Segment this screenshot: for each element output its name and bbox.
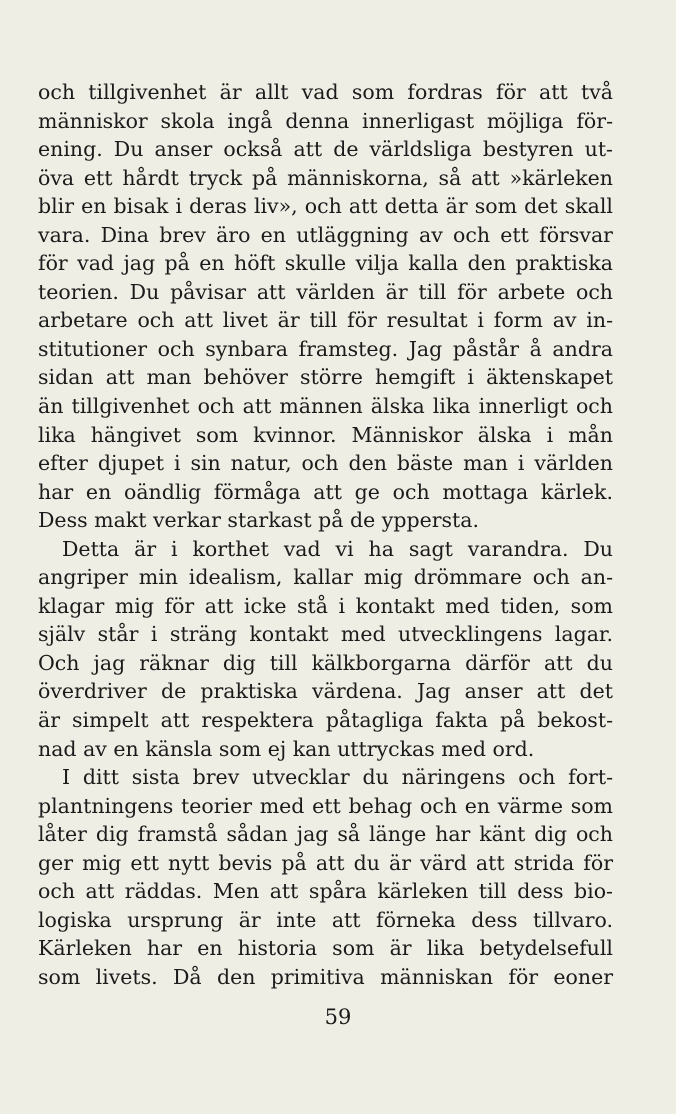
text-line: vara. Dina brev äro en utläggning av och ett försvar — [38, 222, 613, 247]
text-line: lika hängivet som kvinnor. Människor älska i mån — [38, 422, 613, 447]
text-line: plantningens teorier med ett behag och en värme som — [38, 793, 613, 818]
text-line: låter dig framstå sådan jag så länge har känt dig och — [38, 822, 613, 847]
text-line: människor skola ingå denna innerligast möjliga för- — [38, 108, 613, 133]
text-line: och att räddas. Men att spåra kärleken till dess bio- — [38, 879, 613, 904]
paragraph-start-line: I ditt sista brev utvecklar du näringens och fort- — [62, 765, 613, 790]
text-line: öva ett hårdt tryck på människorna, så att »kärleken — [38, 165, 613, 190]
text-line: ening. Du anser också att de världsliga bestyren ut- — [38, 137, 613, 162]
text-line: och tillgivenhet är allt vad som fordras för att två — [38, 80, 613, 104]
text-line: stitutioner och synbara framsteg. Jag påstår å andra — [38, 336, 613, 361]
text-line: är simpelt att respektera påtagliga fakta på bekost- — [38, 708, 613, 733]
text-line: arbetare och att livet är till för resultat i form av in- — [38, 308, 613, 333]
text-line: som livets. Då den primitiva människan för eoner — [38, 964, 613, 989]
text-line: logiska ursprung är inte att förneka dess tillvaro. — [38, 907, 613, 932]
text-line: sidan att man behöver större hemgift i äktenskapet — [38, 365, 613, 390]
text-line: angriper min idealism, kallar mig drömmare och an- — [38, 565, 613, 590]
body-text — [38, 78, 613, 992]
text-line: nad av en känsla som ej kan uttryckas med ord. — [38, 736, 535, 761]
text-line: själv står i sträng kontakt med utvecklingens lagar. — [38, 622, 613, 647]
text-line: teorien. Du påvisar att världen är till för arbete och — [38, 279, 613, 304]
text-line: blir en bisak i deras liv», och att detta är som det skall — [38, 194, 613, 219]
text-line: överdriver de praktiska värdena. Jag anser att det — [38, 679, 613, 704]
text-line: Dess makt verkar starkast på de yppersta. — [38, 508, 480, 533]
text-line: efter djupet i sin natur, och den bäste man i världen — [38, 451, 613, 476]
text-line: Kärleken har en historia som är lika betydelsefull — [38, 936, 613, 961]
text-line: för vad jag på en höft skulle vilja kalla den praktiska — [38, 251, 613, 276]
page-number: 59 — [324, 1005, 352, 1029]
text-line: än tillgivenhet och att männen älska lika innerligt och — [38, 394, 613, 419]
paragraph-start-line: Detta är i korthet vad vi ha sagt varandra. Du — [62, 536, 613, 561]
text-line: har en oändlig förmåga att ge och mottaga kärlek. — [38, 479, 613, 504]
text-line: ger mig ett nytt bevis på att du är värd att strida för — [38, 850, 613, 875]
text-line: Och jag räknar dig till kälkborgarna därför att du — [38, 650, 613, 675]
text-line: klagar mig för att icke stå i kontakt med tiden, som — [38, 593, 613, 618]
